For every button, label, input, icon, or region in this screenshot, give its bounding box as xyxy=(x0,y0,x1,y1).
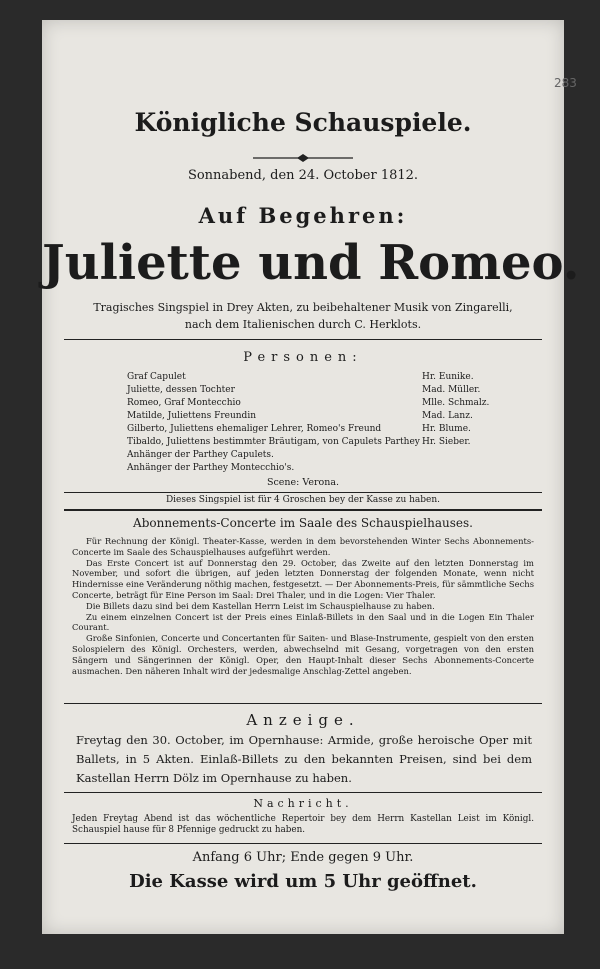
concert-text xyxy=(72,536,534,676)
play-title: Juliette und Romeo. xyxy=(42,235,580,291)
divider xyxy=(64,703,542,704)
date-line: Sonnabend, den 24. October 1812. xyxy=(187,168,419,183)
playbill-sheet xyxy=(42,20,580,934)
concert-paragraph: Für Rechnung der Königl. Theater-Kasse, werden in dem bevorstehenden Winter Sechs Abonnements-Concerte im Saale des Schauspielhauses aufgeführt werden. xyxy=(72,536,534,557)
cast-role: Romeo, Graf Montecchio xyxy=(127,398,241,408)
cast-role: Tibaldo, Juliettens bestimmter Bräutigam, von Capulets Parthey xyxy=(127,437,420,447)
cast-role: Matilde, Juliettens Freundin xyxy=(127,411,256,421)
nachricht-heading: Nachricht. xyxy=(253,797,353,810)
page-number: 283 xyxy=(554,76,577,90)
concert-paragraph: Große Sinfonien, Concerte und Concertanten für Saiten- und Blase-Instrumente, gespielt von den ersten Solospielern des Königl. Orchesters, werden, abwechselnd mit Gesang, vorgetragen von den ersten Sängern und Sängerinnen der Königl. Oper, den Haupt-Inhalt dieser Sechs Abonnements-Concerte ausmachen. Den näheren Inhalt wird der jedesmalige Anschlag-Zettel angeben. xyxy=(72,633,534,676)
cast-actor: Hr. Blume. xyxy=(422,424,471,434)
theatre-header: Königliche Schauspiele. xyxy=(134,108,472,137)
cast-role: Anhänger der Parthey Montecchio's. xyxy=(127,463,295,473)
anzeige-heading: Anzeige. xyxy=(246,711,360,729)
price-note: Dieses Singspiel ist für 4 Groschen bey der Kasse zu haben. xyxy=(165,495,441,505)
cast-actor: Mad. Müller. xyxy=(422,385,481,395)
concert-paragraph: Das Erste Concert ist auf Donnerstag den 29. October, das Zweite auf den letzten Donnerstag im November, und sofort die übrigen, auf jeden letzten Donnerstag der folgenden Monate, wenn nicht Hindernisse eine Veränderung nöthig machen, festgesetzt. — Der Abonnements-Preis, für sämmtliche Sechs Concerte, beträgt für Eine Person im Saal: Drei Thaler, und in die Logen: Vier Thaler. xyxy=(72,557,534,600)
divider xyxy=(64,843,542,844)
subtitle-line-1: Tragisches Singspiel in Drey Akten, zu beibehaltener Musik von Zingarelli, xyxy=(93,301,513,314)
concert-heading: Abonnements-Concerte im Saale des Schauspielhauses. xyxy=(133,516,473,530)
cast-role: Graf Capulet xyxy=(127,372,186,382)
divider xyxy=(64,792,542,793)
request-line: Auf Begehren: xyxy=(198,203,408,228)
cast-actor: Mad. Lanz. xyxy=(422,411,473,421)
cast-role: Juliette, dessen Tochter xyxy=(127,385,235,395)
concert-paragraph: Die Billets dazu sind bei dem Kastellan Herrn Leist im Schauspielhause zu haben. xyxy=(86,600,435,611)
divider xyxy=(64,492,542,493)
ornament-divider xyxy=(253,154,353,162)
anzeige-text: Freytag den 30. October, im Opernhause: Armide, große heroische Oper mit Ballets, in 5 Akten. Einlaß-Billets zu den bekannten Preisen, sind bei dem Kastellan Herrn Dölz im Opernhause zu haben. xyxy=(76,733,532,785)
concert-paragraph: Zu einem einzelnen Concert ist der Preis eines Einlaß-Billets in den Saal und in die Logen Ein Thaler Courant. xyxy=(72,611,534,633)
start-time-line: Anfang 6 Uhr; Ende gegen 9 Uhr. xyxy=(192,850,414,865)
box-office-line: Die Kasse wird um 5 Uhr geöffnet. xyxy=(129,871,477,892)
personen-heading: Personen: xyxy=(243,350,363,365)
cast-actor: Hr. Eunike. xyxy=(422,372,474,382)
divider xyxy=(64,339,542,340)
nachricht-text: Jeden Freytag Abend ist das wöchentliche Repertoir bey dem Herrn Kastellan Leist im Königl. Schauspiel hause für 8 Pfennige gedruckt zu haben. xyxy=(72,814,534,835)
subtitle-line-2: nach dem Italienischen durch C. Herklots. xyxy=(184,318,422,331)
cast-actor: Hr. Sieber. xyxy=(422,437,471,447)
cast-actor: Mlle. Schmalz. xyxy=(422,398,490,408)
divider xyxy=(64,509,542,511)
cast-role: Gilberto, Juliettens ehemaliger Lehrer, Romeo's Freund xyxy=(127,424,382,434)
scene-line: Scene: Verona. xyxy=(266,477,340,488)
cast-role: Anhänger der Parthey Capulets. xyxy=(127,450,274,460)
